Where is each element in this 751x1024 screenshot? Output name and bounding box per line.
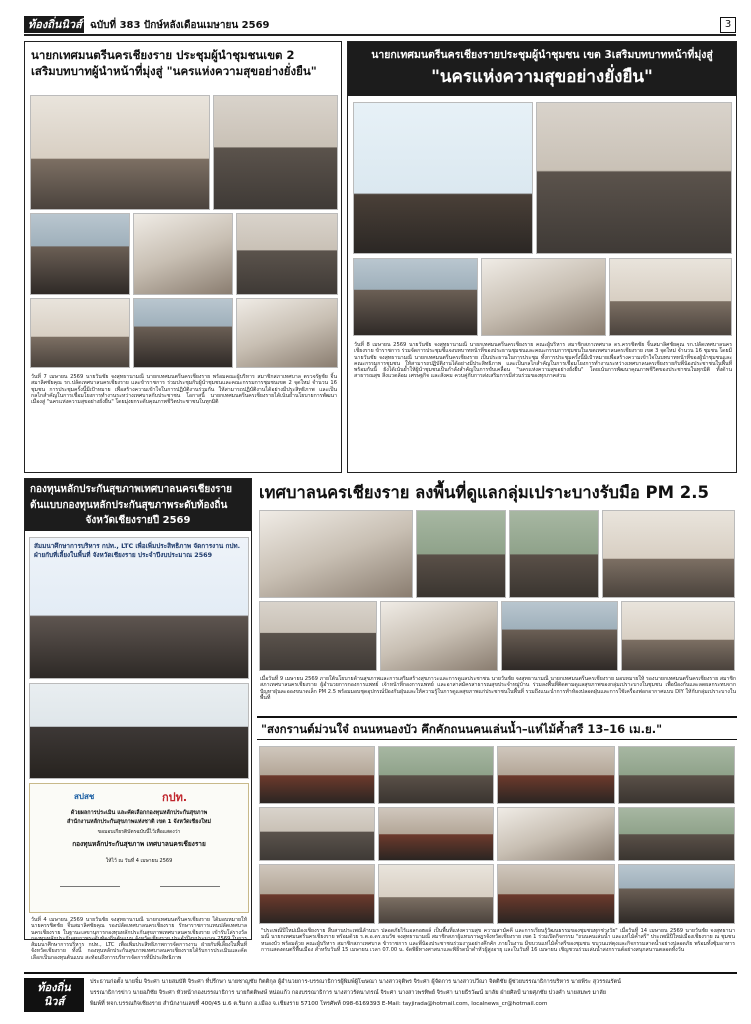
photo-discussion-3: [609, 258, 732, 336]
photo-stage-banner: [353, 102, 533, 254]
footer-credits-2: บรรณาธิการข่าว นายอภิชัย จิระศา หัวหน้ากองบรรณาธิการ นายกิตติพงษ์ หน่อแก้ว กองบรรณาธิการ นางสาวรัตนาภรณ์ จิระศา นางสาวพรทิพย์ จิระศา นายธีรวัฒน์ มาลัย ฝ่ายศิลป์ นายศุภชัย ปวงคำ นายสมพร มาลัย: [90, 990, 607, 996]
photo-songkran-4: [618, 746, 735, 804]
photo-home-visit-3: [380, 601, 498, 671]
footer-logo: [24, 978, 84, 1012]
photo-songkran-3: [497, 746, 615, 804]
cert-logo-nhso: สปสช: [74, 792, 95, 801]
photo-home-visit-2: [259, 601, 377, 671]
photo-group-stage: [29, 683, 249, 779]
cert-line4: กองทุนหลักประกันสุขภาพ เทศบาลนครเชียงราย: [72, 840, 206, 848]
photo-discussion-2: [481, 258, 606, 336]
photo-home-visit-1: [259, 510, 413, 598]
page-header: [24, 16, 736, 36]
cert-logo-lhf: กปท.: [162, 791, 188, 804]
headline-line3: จังหวัดเชียงรายปี 2569: [85, 515, 191, 526]
headline: [31, 47, 337, 79]
headline-line2: "นครแห่งความสุขอย่างยั่งยืน": [431, 67, 653, 87]
issue-info: ฉบับที่ 383 ปักษ์หลังเดือนเมษายน 2569: [90, 20, 270, 31]
cert-line3: ขอมอบเกียรติบัตรฉบับนี้ไว้เพื่อแสดงว่า: [97, 829, 181, 835]
headline-line2: ต้นแบบกองทุนหลักประกันสุขภาพระดับท้องถิ่น: [30, 499, 228, 511]
article-community-zone2: [24, 41, 342, 473]
article-body: วันที่ 7 เมษายน 2569 นายวันชัย จงสุทธานามณี นายกเทศมนตรีนครเชียงราย พร้อมคณะผู้บริหาร สมาชิกสภาเทศบาล ตรวจรัฐชัย จิ้นสมาลิศชัยคุณ รก.ปลัดเทศบาลนครเชียงราย และข้าราชการ ร่วมประชุมกับผู้นำชุมชนและคณะกรรมการชุมชนเขต 2 จุดใหม่ จำนวน 16 ชุมชน การประชุมครั้งนี้มีเป้าหมาย เพื่อสร้างความเข้าใจในการปฏิบัติงานร่วมกัน ให้สามารถปฏิบัติงานได้อย่างมีประสิทธิภาพ และเป็นกลไกสำคัญในการเชื่อมโยงการทำงานระหว่างเทศบาลกับประชาชน โอกาสนี้ นายกเทศมนตรีนครเชียงรายได้เน้นย้ำนโยบายการพัฒนาเมืองสู่ "นครแห่งความสุขอย่างยั่งยืน" โดยมุ่งยกระดับคุณภาพชีวิตประชาชนในทุกมิติ: [31, 374, 337, 406]
footer-credits-1: ประธานก่อตั้ง นายจิ๋ม จิระศา นายสมบัติ จิระศา ที่ปรึกษา นายชาญชัย กิตติกุล ผู้อำนวยการ-บรรณาธิการผู้พิมพ์ผู้โฆษณา นางสาวจุติพร จิระศา ผู้จัดการ นางสาวปวีณา จิตติชัย ผู้ช่วยบรรณาธิการบริหาร นายพีระ สุวรรณรัตน์: [90, 979, 621, 985]
certificate: [29, 783, 249, 913]
photo-songkran-9: [259, 864, 375, 924]
article-songkran: [257, 716, 737, 970]
photo-street-walk-2: [509, 510, 599, 598]
headline: "สงกรานต์ม่วนใจ๋ ถนนหนองบัว คึกคักถนนคนเล่นน้ำ–แห่ไม้ค้ำสรี 13–16 เม.ย.": [261, 722, 663, 736]
cert-line1: ด้วยผลการประเมิน และคัดเลือกกองทุนหลักประกันสุขภาพ: [70, 810, 208, 816]
article-body: "ประเพณีปีใหม่เมืองเชียงราย สืบสานประเพณีล้านนา ปลอดภัยไร้แอลกอฮอล์ เป็นพื้นที่แห่งความสุข ความสามัคคี และการเรียนรู้วัฒนธรรมของชุมชนทุกช่วงวัย" เมื่อวันที่ 14 เมษายน 2569 นายวันชัย จงสุทธานามณี นายกเทศมนตรีนครเชียงราย พร้อมด้วย ร.ต.อ.ดร.ธนวัช จงสุทธานามณี สมาชิกสภาผู้แทนราษฎรจังหวัดเชียงราย เขต 1 ร่วมเปิดกิจกรรม "ถนนคนเล่นน้ำ และแห่ไม้ค้ำสรี" ประเพณีปีใหม่เมืองเชียงราย ณ ชุมชนหนองบัว พร้อมด้วย คณะผู้บริหาร สมาชิกสภาเทศบาล ข้าราชการ และพี่น้องประชาชนร่วมงานอย่างคึกคัก ภายในงาน มีขบวนแห่ไม้ค้ำสรีของชุมชน ขบวนแห่ตุงและกิจกรรมสาดน้ำอย่างปลอดภัย พร้อมทั้งซุ้มอาหาร การแสดงดนตรีพื้นเมือง สำหรับวันที่ 15 เมษายน เวลา 07.00 น. จัดพิธีทางศาสนาและพิธีรดน้ำดำหัวผู้สูงอายุ และในวันที่ 16 เมษายน เชิญชวนร่วมเล่นน้ำสงกรานต์อย่างสนุกสนานตลอดทั้งวัน: [261, 928, 735, 953]
photo-songkran-2: [378, 746, 494, 804]
photo-street-walk-1: [416, 510, 506, 598]
article-body: วันที่ 4 เมษายน 2569 นายวันชัย จงสุทธานามณี นายกเทศมนตรีนครเชียงราย ได้มอบหมายให้ นายครรชิตชัย จิ้นสมาลิศชัยคุณ รองปลัดเทศบาลนครเชียงราย รักษาราชการแทนปลัดเทศบาลนครเชียงราย ในฐานะเลขานุการกองทุนหลักประกันสุขภาพเทศบาลนครเชียงราย เข้ารับโล่รางวัลกองทุนหลักประกันสุขภาพระดับท้องถิ่นต้นแบบ จังหวัดเชียงราย ประจำปีงบประมาณ 2569 ในการสัมมนาศึกษาการบริหาร กปท., LTC เพื่อเพิ่มประสิทธิภาพการจัดการงาน ฝ่ายกับพี่เลี้ยงในพื้นที่ จังหวัดเชียงราย ทั้งนี้ กองทุนหลักประกันสุขภาพเทศบาลนครเชียงรายได้รับการประเมินและคัดเลือกเป็นกองทุนต้นแบบ สะท้อนถึงการบริหารจัดการที่มีประสิทธิภาพ: [31, 917, 247, 961]
photo-attendees-1: [30, 298, 130, 368]
headline-line1: นายกเทศมนตรีนครเชียงราย ประชุมผู้นำชุมชนเขต 2: [31, 48, 295, 62]
headline: เทศบาลนครเชียงราย ลงพื้นที่ดูแลกลุ่มเปราะบางรับมือ PM 2.5: [259, 483, 710, 502]
photo-award-ceremony: [29, 537, 249, 679]
photo-audience-hall: [213, 95, 338, 210]
photo-songkran-5: [259, 807, 375, 861]
photo-conference-room: [536, 102, 732, 254]
page-number: 3: [720, 17, 736, 33]
photo-songkran-8: [618, 807, 735, 861]
photo-home-visit-5: [621, 601, 735, 671]
photo-seated-row: [236, 213, 338, 295]
article-pm25-body: เมื่อวันที่ 9 เมษายน 2569 ภายใต้นโยบายด้านสุขภาพและการเสริมสร้างสุขภาวะและการดูแลประชาชน นายวันชัย จงสุทธานามณี นายกเทศมนตรีนครเชียงราย มอบหมายให้ รองนายกเทศมนตรีนครเชียงราย สมาชิกสภาเทศบาลนครเชียงราย ผู้อำนวยการกองการแพทย์ เจ้าหน้าที่กองการแพทย์ และอาสาสมัครสาธารณสุขประจำหมู่บ้าน ร่วมลงพื้นที่ติดตามดูแลสุขภาพของกลุ่มเปราะบางในชุมชน เพื่อป้องกันและลดผลกระทบจากปัญหาฝุ่นละอองขนาดเล็ก PM 2.5 พร้อมมอบชุดอุปกรณ์ป้องกันฝุ่นและให้ความรู้ในการดูแลสุขภาพแก่ประชาชนในพื้นที่ รวมถึงแนะนำการทำห้องปลอดฝุ่นและการใช้เครื่องฟอกอากาศแบบ DIY ให้กับกลุ่มเปราะบางในพื้นที่: [260, 676, 736, 701]
photo-songkran-12: [618, 864, 735, 924]
photo-panel-table-2: [133, 213, 233, 295]
article-body: วันที่ 8 เมษายน 2569 นายวันชัย จงสุทธานามณี นายกเทศมนตรีนครเชียงราย คณะผู้บริหาร สมาชิกสภาเทศบาล ดร.ครรชิตชัย จิ้นสมาลิศชัยคุณ รก.ปลัดเทศบาลนครเชียงราย ข้าราชการ ร่วมจัดการประชุมชี้แจงบทบาทหน้าที่ของประธานชุมชนและคณะกรรมการชุมชนในเขตเทศบาลนครเชียงราย เขต 3 จุดใหม่ จำนวน 16 ชุมชน โดยมี นายวันชัย จงสุทธานามณี นายกเทศมนตรีนครเชียงราย เป็นประธานในการประชุม ทั้งการประชุมครั้งนี้มีเป้าหมายเพื่อสร้างความเข้าใจในบทบาทหน้าที่ของผู้นำชุมชนและคณะกรรมการชุมชน ให้สามารถปฏิบัติงานได้อย่างมีประสิทธิภาพ และเป็นกลไกสำคัญในการเชื่อมโยงการทำงานระหว่างเทศบาลนครเชียงรายกับพี่น้องประชาชนในพื้นที่ พร้อมกันนี้ ยังได้เน้นย้ำให้ผู้นำชุมชนเป็นกำลังสำคัญในการขับเคลื่อน "นครแห่งความสุขอย่างยั่งยืน" โดยเน้นการพัฒนาคุณภาพชีวิตของประชาชนในทุกมิติ ทั้งด้านสาธารณสุข สิ่งแวดล้อม เศรษฐกิจ และสังคม ควบคู่กับการส่งเสริมการมีส่วนร่วมของทุกภาคส่วน: [354, 342, 732, 380]
article-pm25: [257, 478, 737, 688]
photo-team-group: [602, 510, 735, 598]
cert-signature-right: [160, 886, 220, 887]
footer-logo-line1: ท้องถิ่น: [37, 981, 71, 994]
photo-songkran-1: [259, 746, 375, 804]
article-community-zone3: [347, 41, 737, 473]
photo-songkran-6: [378, 807, 494, 861]
headline-line1: นายกเทศมนตรีนครเชียงรายประชุมผู้นำชุมชน เขต 3เสริมบทบาทหน้าที่มุ่งสู่: [371, 49, 713, 61]
headline-bar: [257, 716, 737, 740]
photo-discussion-1: [353, 258, 478, 336]
photo-home-visit-4: [501, 601, 618, 671]
footer: [24, 972, 737, 1014]
footer-credits-3: พิมพ์ที่ หจก.บรรณกิจเชียงราย สำนักงานเลขที่ 400/45 ม.6 ต.ริมกก อ.เมือง จ.เชียงราย 57100 โทรศัพท์ 098-6169393 E-Mail: tayjirada@hotmail.com, localnews_cr@hotmail.com: [90, 1001, 548, 1007]
headline-line1: กองทุนหลักประกันสุขภาพเทศบาลนครเชียงราย: [30, 484, 233, 495]
photo-attendees-2: [133, 298, 233, 368]
newspaper-logo: ท้องถิ่นนิวส์: [24, 16, 84, 33]
photo-panel-table-1: [30, 213, 130, 295]
cert-line5: ให้ไว้ ณ วันที่ 4 เมษายน 2569: [105, 858, 173, 864]
photo-songkran-7: [497, 807, 615, 861]
photo-songkran-10: [378, 864, 494, 924]
cert-signature-left: [60, 886, 120, 887]
article-health-fund: [24, 478, 252, 961]
cert-line2: สำนักงานหลักประกันสุขภาพแห่งชาติ เขต 1 จังหวัดเชียงใหม่: [66, 819, 212, 825]
headline-bar: [348, 42, 736, 96]
headline-bar: [25, 479, 251, 531]
banner-caption: สัมมนาศึกษาการบริหาร กปท., LTC เพื่อเพิ่มประสิทธิภาพ จัดการงาน กปท. ฝ่ายกับที่เลี้ยงในพื้นที่ จังหวัดเชียงราย ประจำปีงบประมาณ 2569: [34, 542, 241, 559]
photo-songkran-11: [497, 864, 615, 924]
article-health-fund-continued: [28, 942, 248, 966]
headline-line2: เสริมบทบาทผู้นำหน้าที่มุ่งสู่ "นครแห่งความสุขอย่างยั่งยืน": [31, 64, 317, 78]
photo-officials-meeting: [30, 95, 210, 210]
footer-logo-line2: นิวส์: [43, 995, 65, 1008]
photo-speaker: [236, 298, 338, 368]
